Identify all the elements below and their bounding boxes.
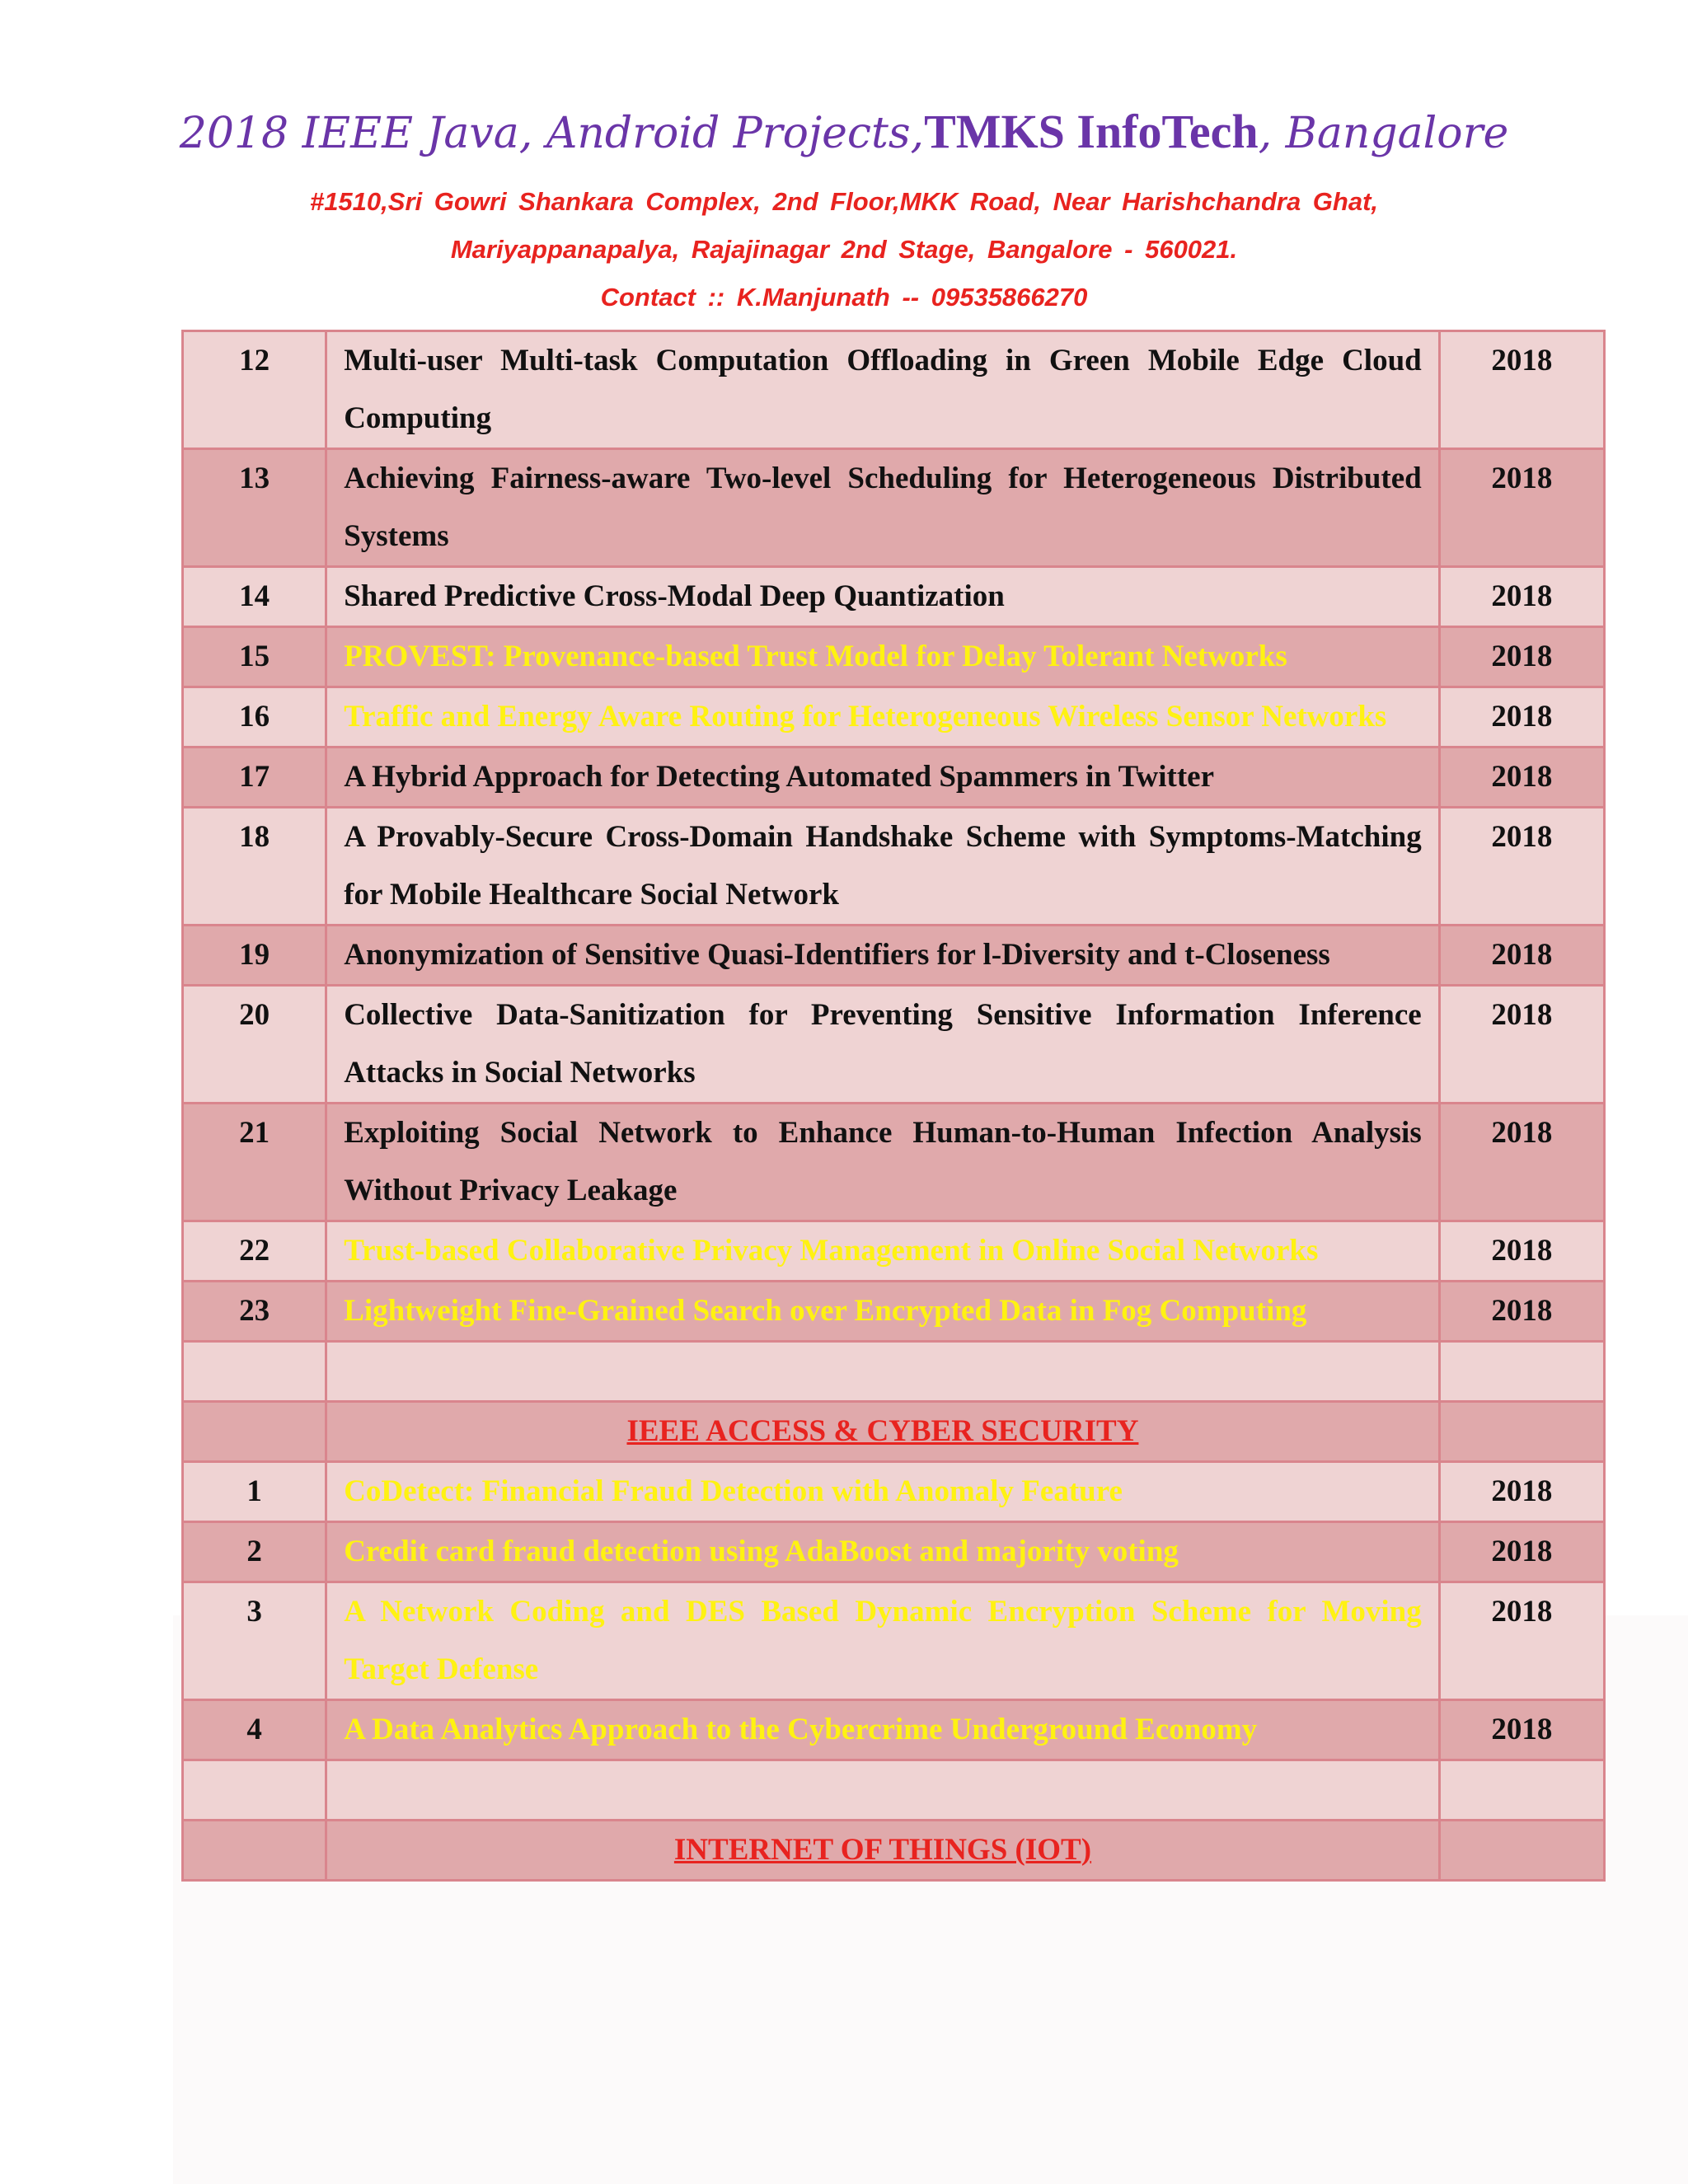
- project-year: 2018: [1439, 627, 1604, 687]
- project-title-highlighted: PROVEST: Provenance-based Trust Model for Delay Tolerant Networks: [326, 627, 1440, 687]
- document-header: [0, 99, 1688, 321]
- project-title: Anonymization of Sensitive Quasi-Identifiers for l-Diversity and t-Closeness: [326, 926, 1440, 986]
- row-number: 18: [183, 808, 326, 926]
- project-title-highlighted: Credit card fraud detection using AdaBoost and majority voting: [326, 1522, 1440, 1582]
- project-title-highlighted: Trust-based Collaborative Privacy Management in Online Social Networks: [326, 1221, 1440, 1282]
- project-year: 2018: [1439, 1522, 1604, 1582]
- project-year: 2018: [1439, 449, 1604, 567]
- row-number: 23: [183, 1282, 326, 1342]
- project-title: Shared Predictive Cross-Modal Deep Quantization: [326, 567, 1440, 627]
- table-row: [183, 808, 1605, 926]
- project-year: 2018: [1439, 926, 1604, 986]
- row-number: 1: [183, 1462, 326, 1522]
- table-row: [183, 1522, 1605, 1582]
- project-title-highlighted: Traffic and Energy Aware Routing for Heterogeneous Wireless Sensor Networks: [326, 687, 1440, 748]
- table-row: [183, 1582, 1605, 1700]
- table-row: [183, 1221, 1605, 1282]
- project-year: 2018: [1439, 808, 1604, 926]
- project-title: Multi-user Multi-task Computation Offloading in Green Mobile Edge Cloud Computing: [326, 331, 1440, 449]
- row-number: 16: [183, 687, 326, 748]
- title-part-projects: 2018 IEEE Java, Android Projects,: [179, 109, 925, 158]
- blank-row: [183, 1342, 1605, 1402]
- project-year: 2018: [1439, 331, 1604, 449]
- project-year: 2018: [1439, 1221, 1604, 1282]
- title-part-city: , Bangalore: [1258, 109, 1509, 158]
- table-row: [183, 1700, 1605, 1760]
- address-line-1: #1510,Sri Gowri Shankara Complex, 2nd Floor,MKK Road, Near Harishchandra Ghat,: [309, 187, 1379, 216]
- project-year: 2018: [1439, 1582, 1604, 1700]
- projects-table: [181, 330, 1606, 1882]
- project-title: Exploiting Social Network to Enhance Human-to-Human Infection Analysis Without Privacy Leakage: [326, 1104, 1440, 1221]
- project-year: 2018: [1439, 1282, 1604, 1342]
- row-number: 13: [183, 449, 326, 567]
- row-number: 21: [183, 1104, 326, 1221]
- table-row: [183, 986, 1605, 1104]
- contact-line: Contact :: K.Manjunath -- 09535866270: [600, 283, 1088, 312]
- title-brand: TMKS InfoTech: [924, 105, 1259, 158]
- project-year: 2018: [1439, 687, 1604, 748]
- row-number: 3: [183, 1582, 326, 1700]
- project-year: 2018: [1439, 986, 1604, 1104]
- project-title-highlighted: CoDetect: Financial Fraud Detection with Anomaly Feature: [326, 1462, 1440, 1522]
- section-heading: IEEE ACCESS & CYBER SECURITY: [626, 1414, 1139, 1448]
- row-number: 19: [183, 926, 326, 986]
- project-title: A Provably-Secure Cross-Domain Handshake Scheme with Symptoms-Matching for Mobile Healthcare Social Network: [326, 808, 1440, 926]
- page-title: [0, 99, 1688, 166]
- project-title-highlighted: A Data Analytics Approach to the Cybercrime Underground Economy: [326, 1700, 1440, 1760]
- project-year: 2018: [1439, 567, 1604, 627]
- row-number: 14: [183, 567, 326, 627]
- section-row-iot: [183, 1821, 1605, 1881]
- table-row: [183, 449, 1605, 567]
- table-row: [183, 748, 1605, 808]
- project-title-highlighted: A Network Coding and DES Based Dynamic Encryption Scheme for Moving Target Defense: [326, 1582, 1440, 1700]
- row-number: 4: [183, 1700, 326, 1760]
- table-row: [183, 331, 1605, 449]
- row-number: 22: [183, 1221, 326, 1282]
- row-number: 15: [183, 627, 326, 687]
- project-title: Achieving Fairness-aware Two-level Scheduling for Heterogeneous Distributed Systems: [326, 449, 1440, 567]
- blank-row: [183, 1760, 1605, 1821]
- table-row: [183, 1104, 1605, 1221]
- table-row: [183, 567, 1605, 627]
- section-row-cyber-security: [183, 1402, 1605, 1462]
- table-row: [183, 1462, 1605, 1522]
- project-title: Collective Data-Sanitization for Preventing Sensitive Information Inference Attacks in Social Networks: [326, 986, 1440, 1104]
- project-year: 2018: [1439, 748, 1604, 808]
- project-year: 2018: [1439, 1462, 1604, 1522]
- table-row: [183, 926, 1605, 986]
- row-number: 20: [183, 986, 326, 1104]
- row-number: 12: [183, 331, 326, 449]
- project-title-highlighted: Lightweight Fine-Grained Search over Encrypted Data in Fog Computing: [326, 1282, 1440, 1342]
- row-number: 2: [183, 1522, 326, 1582]
- project-year: 2018: [1439, 1104, 1604, 1221]
- address-line-2: Mariyappanapalya, Rajajinagar 2nd Stage, Bangalore - 560021.: [450, 235, 1238, 264]
- section-heading: INTERNET OF THINGS (IOT): [673, 1833, 1092, 1867]
- project-year: 2018: [1439, 1700, 1604, 1760]
- row-number: 17: [183, 748, 326, 808]
- project-title: A Hybrid Approach for Detecting Automated Spammers in Twitter: [326, 748, 1440, 808]
- table-row: [183, 687, 1605, 748]
- table-row: [183, 1282, 1605, 1342]
- table-row: [183, 627, 1605, 687]
